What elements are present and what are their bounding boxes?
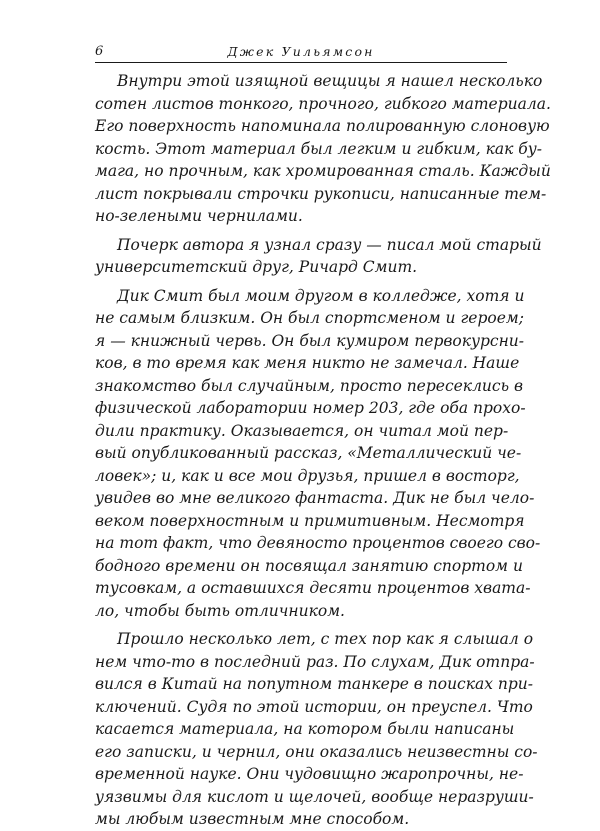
text-line: временной науке. Они чудовищно жаропрочны, не- xyxy=(95,765,524,783)
text-line: я — книжный червь. Он был кумиром первокурсни- xyxy=(95,331,525,350)
text-line: вый опубликованный рассказ, «Металлический че- xyxy=(95,444,522,462)
text-line: дили практику. Оказывается, он читал мой пер- xyxy=(95,421,509,440)
page-number: 6 xyxy=(95,44,104,59)
text-line: нем что-то в последний раз. По слухам, Дик отпра- xyxy=(95,652,535,671)
text-line: ключений. Судя по этой истории, он преуспел. Что xyxy=(95,697,533,716)
text-line: но-зелеными чернилами. xyxy=(95,207,303,225)
body-text xyxy=(95,70,551,831)
text-line: Почерк автора я узнал сразу — писал мой старый xyxy=(117,235,542,254)
text-line: лист покрывали строчки рукописи, написанные тем- xyxy=(95,184,547,203)
text-line: тусовкам, а оставшихся десяти процентов хвата- xyxy=(95,579,531,597)
text-line: Прошло несколько лет, с тех пор как я слышал о xyxy=(117,630,534,648)
text-line: знакомство был случайным, просто пересеклись в xyxy=(95,376,523,395)
header-rule xyxy=(95,62,507,63)
text-line: Дик Смит был моим другом в колледже, хотя и xyxy=(117,286,525,305)
text-line: университетский друг, Ричард Смит. xyxy=(95,258,418,276)
text-line: ков, в то время как меня никто не замечал. Наше xyxy=(95,354,520,372)
text-line: Внутри этой изящной вещицы я нашел несколько xyxy=(117,72,543,90)
running-title: Джек Уильямсон xyxy=(227,44,375,59)
paragraph xyxy=(95,234,542,279)
text-line: кость. Этот материал был легким и гибким, как бу- xyxy=(95,139,542,158)
text-line: увидев во мне великого фантаста. Дик не был чело- xyxy=(95,489,535,507)
text-line: сотен листов тонкого, прочного, гибкого материала. xyxy=(95,94,551,113)
text-line: его записки, и чернил, они оказались неизвестны со- xyxy=(95,742,538,761)
paragraph xyxy=(95,628,538,831)
text-line: физической лаборатории номер 203, где оба прохо- xyxy=(95,399,526,417)
text-line: Его поверхность напоминала полированную слоновую xyxy=(95,117,550,135)
text-line: веком поверхностным и примитивным. Несмотря xyxy=(95,511,525,530)
text-line: вился в Китай на попутном танкере в поисках при- xyxy=(95,675,534,693)
paragraph xyxy=(95,70,551,228)
page-header xyxy=(95,40,507,62)
text-line: бодного времени он посвящал занятию спортом и xyxy=(95,556,523,575)
paragraph xyxy=(95,285,541,623)
text-line: ловек»; и, как и все мои друзья, пришел в восторг, xyxy=(95,466,520,485)
text-line: мага, но прочным, как хромированная сталь. Каждый xyxy=(95,162,551,180)
text-line: на тот факт, что девяносто процентов своего сво- xyxy=(95,534,541,552)
text-line: мы любым известным мне способом. xyxy=(95,810,410,828)
text-line: ло, чтобы быть отличником. xyxy=(95,601,345,620)
text-line: уязвимы для кислот и щелочей, вообще неразруши- xyxy=(95,787,534,806)
text-line: не самым близким. Он был спортсменом и героем; xyxy=(95,309,524,327)
text-line: касается материала, на котором были написаны xyxy=(95,720,515,738)
